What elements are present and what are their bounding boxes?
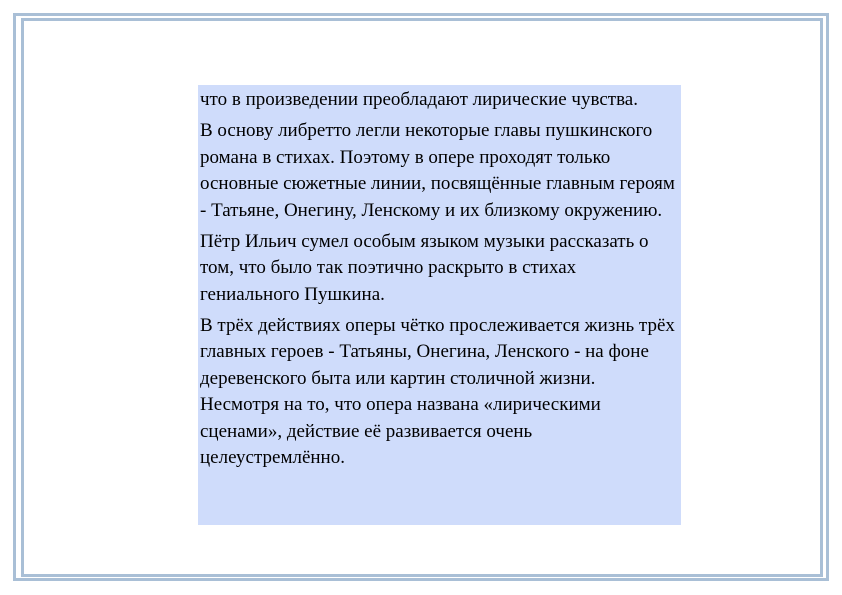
text-box (198, 85, 681, 525)
paragraph-4: В трёх действиях оперы чётко прослеживается жизнь трёх главных героев - Татьяны, Онегина, Ленского - на фоне деревенского быта или картин столичной жизни. Несмотря на то, что опера названа «лирическими сценами», действие её развивается очень целеустремлённо. (200, 314, 675, 468)
paragraph-1: что в произведении преобладают лирические чувства. (200, 89, 638, 110)
paragraph-3: Пётр Ильич сумел особым языком музыки рассказать о том, что было так поэтично раскрыто в стихах гениального Пушкина. (200, 230, 649, 305)
paragraph-2: В основу либретто легли некоторые главы пушкинского романа в стихах. Поэтому в опере проходят только основные сюжетные линии, посвящённые главным героям - Татьяне, Онегину, Ленскому и их близкому окружению. (200, 120, 675, 221)
